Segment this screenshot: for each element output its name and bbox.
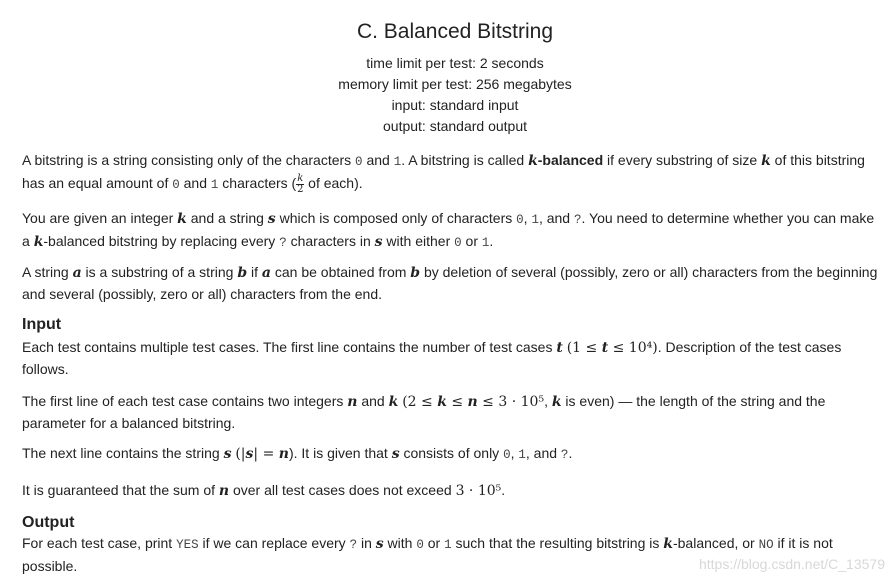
text-span: if every substring of size <box>603 152 762 168</box>
input-paragraph <box>22 443 572 466</box>
math-variable: n <box>467 394 478 410</box>
text-span: . <box>501 482 506 498</box>
output-spec: output: standard output <box>383 118 527 134</box>
inline-code: 0 <box>416 538 424 552</box>
denominator: 2 <box>297 183 304 195</box>
text-span: parameter for a balanced bitstring. <box>22 415 236 431</box>
text-span: if it is not <box>773 535 833 551</box>
text-span: -balanced, or <box>672 535 759 551</box>
inline-code: 0 <box>454 236 462 250</box>
math-expression: (1 ≤ <box>566 340 602 356</box>
text-span: For each test case, print <box>22 535 177 551</box>
inline-code: ? <box>349 538 358 552</box>
math-variable: b <box>237 265 248 281</box>
text-span: can be obtained from <box>270 264 411 280</box>
math-variable: t <box>601 340 609 356</box>
inline-code: ? <box>279 236 287 250</box>
inline-code: 1 <box>210 178 219 192</box>
text-span: and a string <box>186 210 268 226</box>
math-variable: k <box>663 536 673 552</box>
text-span: follows. <box>22 361 69 377</box>
text-span: characters ( <box>218 175 297 191</box>
math-variable: k <box>177 211 187 227</box>
text-span: , <box>523 210 532 226</box>
watermark: https://blog.csdn.net/C_13579 <box>698 556 885 572</box>
text-span: and <box>362 152 394 168</box>
inline-code: 0 <box>516 213 524 227</box>
math-variable: n <box>347 394 358 410</box>
text-span: and <box>179 175 211 191</box>
text-span: if we can replace every <box>198 535 350 551</box>
text-span: with <box>383 535 417 551</box>
statement-paragraph <box>22 262 877 305</box>
inline-code: ? <box>560 448 569 462</box>
text-span: , <box>510 445 519 461</box>
text-span: by deletion of several (possibly, zero or all) characters from the beginning <box>420 264 878 280</box>
input-paragraph <box>22 337 841 380</box>
text-span: -balanced bitstring by replacing every <box>43 233 280 249</box>
inline-code: 0 <box>172 178 180 192</box>
text-span: It is guaranteed that the sum of <box>22 482 219 498</box>
math-variable: k <box>528 153 538 169</box>
inline-code: 1 <box>531 213 539 227</box>
text-span: over all test cases does not exceed <box>229 482 456 498</box>
text-span: . A bitstring is called <box>401 152 529 168</box>
text-span: such that the resulting bitstring is <box>451 535 664 551</box>
text-span: with either <box>382 233 455 249</box>
math-expression: (2 ≤ <box>402 394 438 410</box>
input-spec: input: standard input <box>391 97 519 113</box>
math-variable: k <box>388 394 399 410</box>
math-variable: s <box>223 446 232 462</box>
inline-code: YES <box>176 538 199 552</box>
text-span: , <box>544 393 552 409</box>
math-variable: k <box>761 153 771 169</box>
inline-code: ? <box>573 213 582 227</box>
inline-code: 0 <box>503 448 511 462</box>
text-span: in <box>357 535 376 551</box>
problem-title: C. Balanced Bitstring <box>356 20 554 43</box>
text-span: The next line contains the string <box>22 445 224 461</box>
math-expression: 3 · 10⁵ <box>455 483 502 499</box>
text-span: Each test contains multiple test cases. The first line contains the number of test cases <box>22 339 557 355</box>
inline-code: 1 <box>393 155 402 169</box>
output-heading: Output <box>22 514 75 531</box>
input-paragraph <box>22 391 825 434</box>
text-span: A bitstring is a string consisting only of the characters <box>22 152 356 168</box>
text-span: ). It is given that <box>288 445 392 461</box>
text-span: possible. <box>22 558 78 574</box>
text-span: of each). <box>304 175 363 191</box>
inline-code: 1 <box>518 448 526 462</box>
inline-code: 0 <box>355 155 363 169</box>
math-expression: | = <box>253 446 279 462</box>
math-variable: n <box>218 483 230 499</box>
math-expression: ≤ <box>446 394 468 410</box>
text-span: of this bitstring <box>770 152 865 168</box>
math-variable: k <box>33 234 44 250</box>
math-variable: a <box>261 265 271 281</box>
math-variable: n <box>278 446 289 462</box>
math-variable: k <box>437 394 447 410</box>
math-variable: a <box>72 265 82 281</box>
text-span: consists of only <box>399 445 504 461</box>
math-variable: s <box>375 536 384 552</box>
text-span: and several (possibly, zero or all) characters from the end. <box>22 286 383 302</box>
text-span: is a substring of a string <box>81 264 238 280</box>
text-span: and <box>357 393 389 409</box>
text-span: a <box>22 233 34 249</box>
math-expression: ≤ 10⁴) <box>608 340 658 356</box>
inline-code: NO <box>758 538 774 552</box>
math-variable: s <box>374 234 383 250</box>
math-variable: t <box>556 340 563 356</box>
math-expression: ≤ 3 · 10⁵ <box>477 394 545 410</box>
math-variable: s <box>245 446 254 462</box>
text-span: . <box>568 445 573 461</box>
time-limit: time limit per test: 2 seconds <box>366 55 544 71</box>
math-variable: s <box>391 446 400 462</box>
text-span: . You need to determine whether you can make <box>581 210 875 226</box>
text-span: . Description of the test cases <box>657 339 842 355</box>
text-span: has an equal amount of <box>22 175 173 191</box>
memory-limit: memory limit per test: 256 megabytes <box>338 76 572 92</box>
statement-paragraph <box>22 150 865 196</box>
text-span: or <box>423 535 445 551</box>
bold-text: -balanced <box>537 152 604 168</box>
text-span: . <box>489 233 494 249</box>
input-paragraph <box>22 480 505 502</box>
math-variable: k <box>551 394 562 410</box>
text-span: The first line of each test case contains two integers <box>22 393 348 409</box>
text-span: A string <box>22 264 73 280</box>
text-span: or <box>461 233 482 249</box>
inline-code: 1 <box>481 236 490 250</box>
math-variable: s <box>267 211 276 227</box>
input-heading: Input <box>22 316 62 333</box>
text-span: if <box>247 264 262 280</box>
numerator: k <box>297 172 304 184</box>
text-span: , and <box>538 210 574 226</box>
statement-paragraph <box>22 208 874 254</box>
text-span: which is composed only of characters <box>275 210 517 226</box>
text-span: You are given an integer <box>22 210 178 226</box>
text-span: is even) — the length of the string and the <box>561 393 826 409</box>
math-variable: b <box>410 265 421 281</box>
inline-code: 1 <box>444 538 452 552</box>
text-span: , and <box>525 445 561 461</box>
text-span: characters in <box>286 233 375 249</box>
math-expression: (| <box>235 446 246 462</box>
